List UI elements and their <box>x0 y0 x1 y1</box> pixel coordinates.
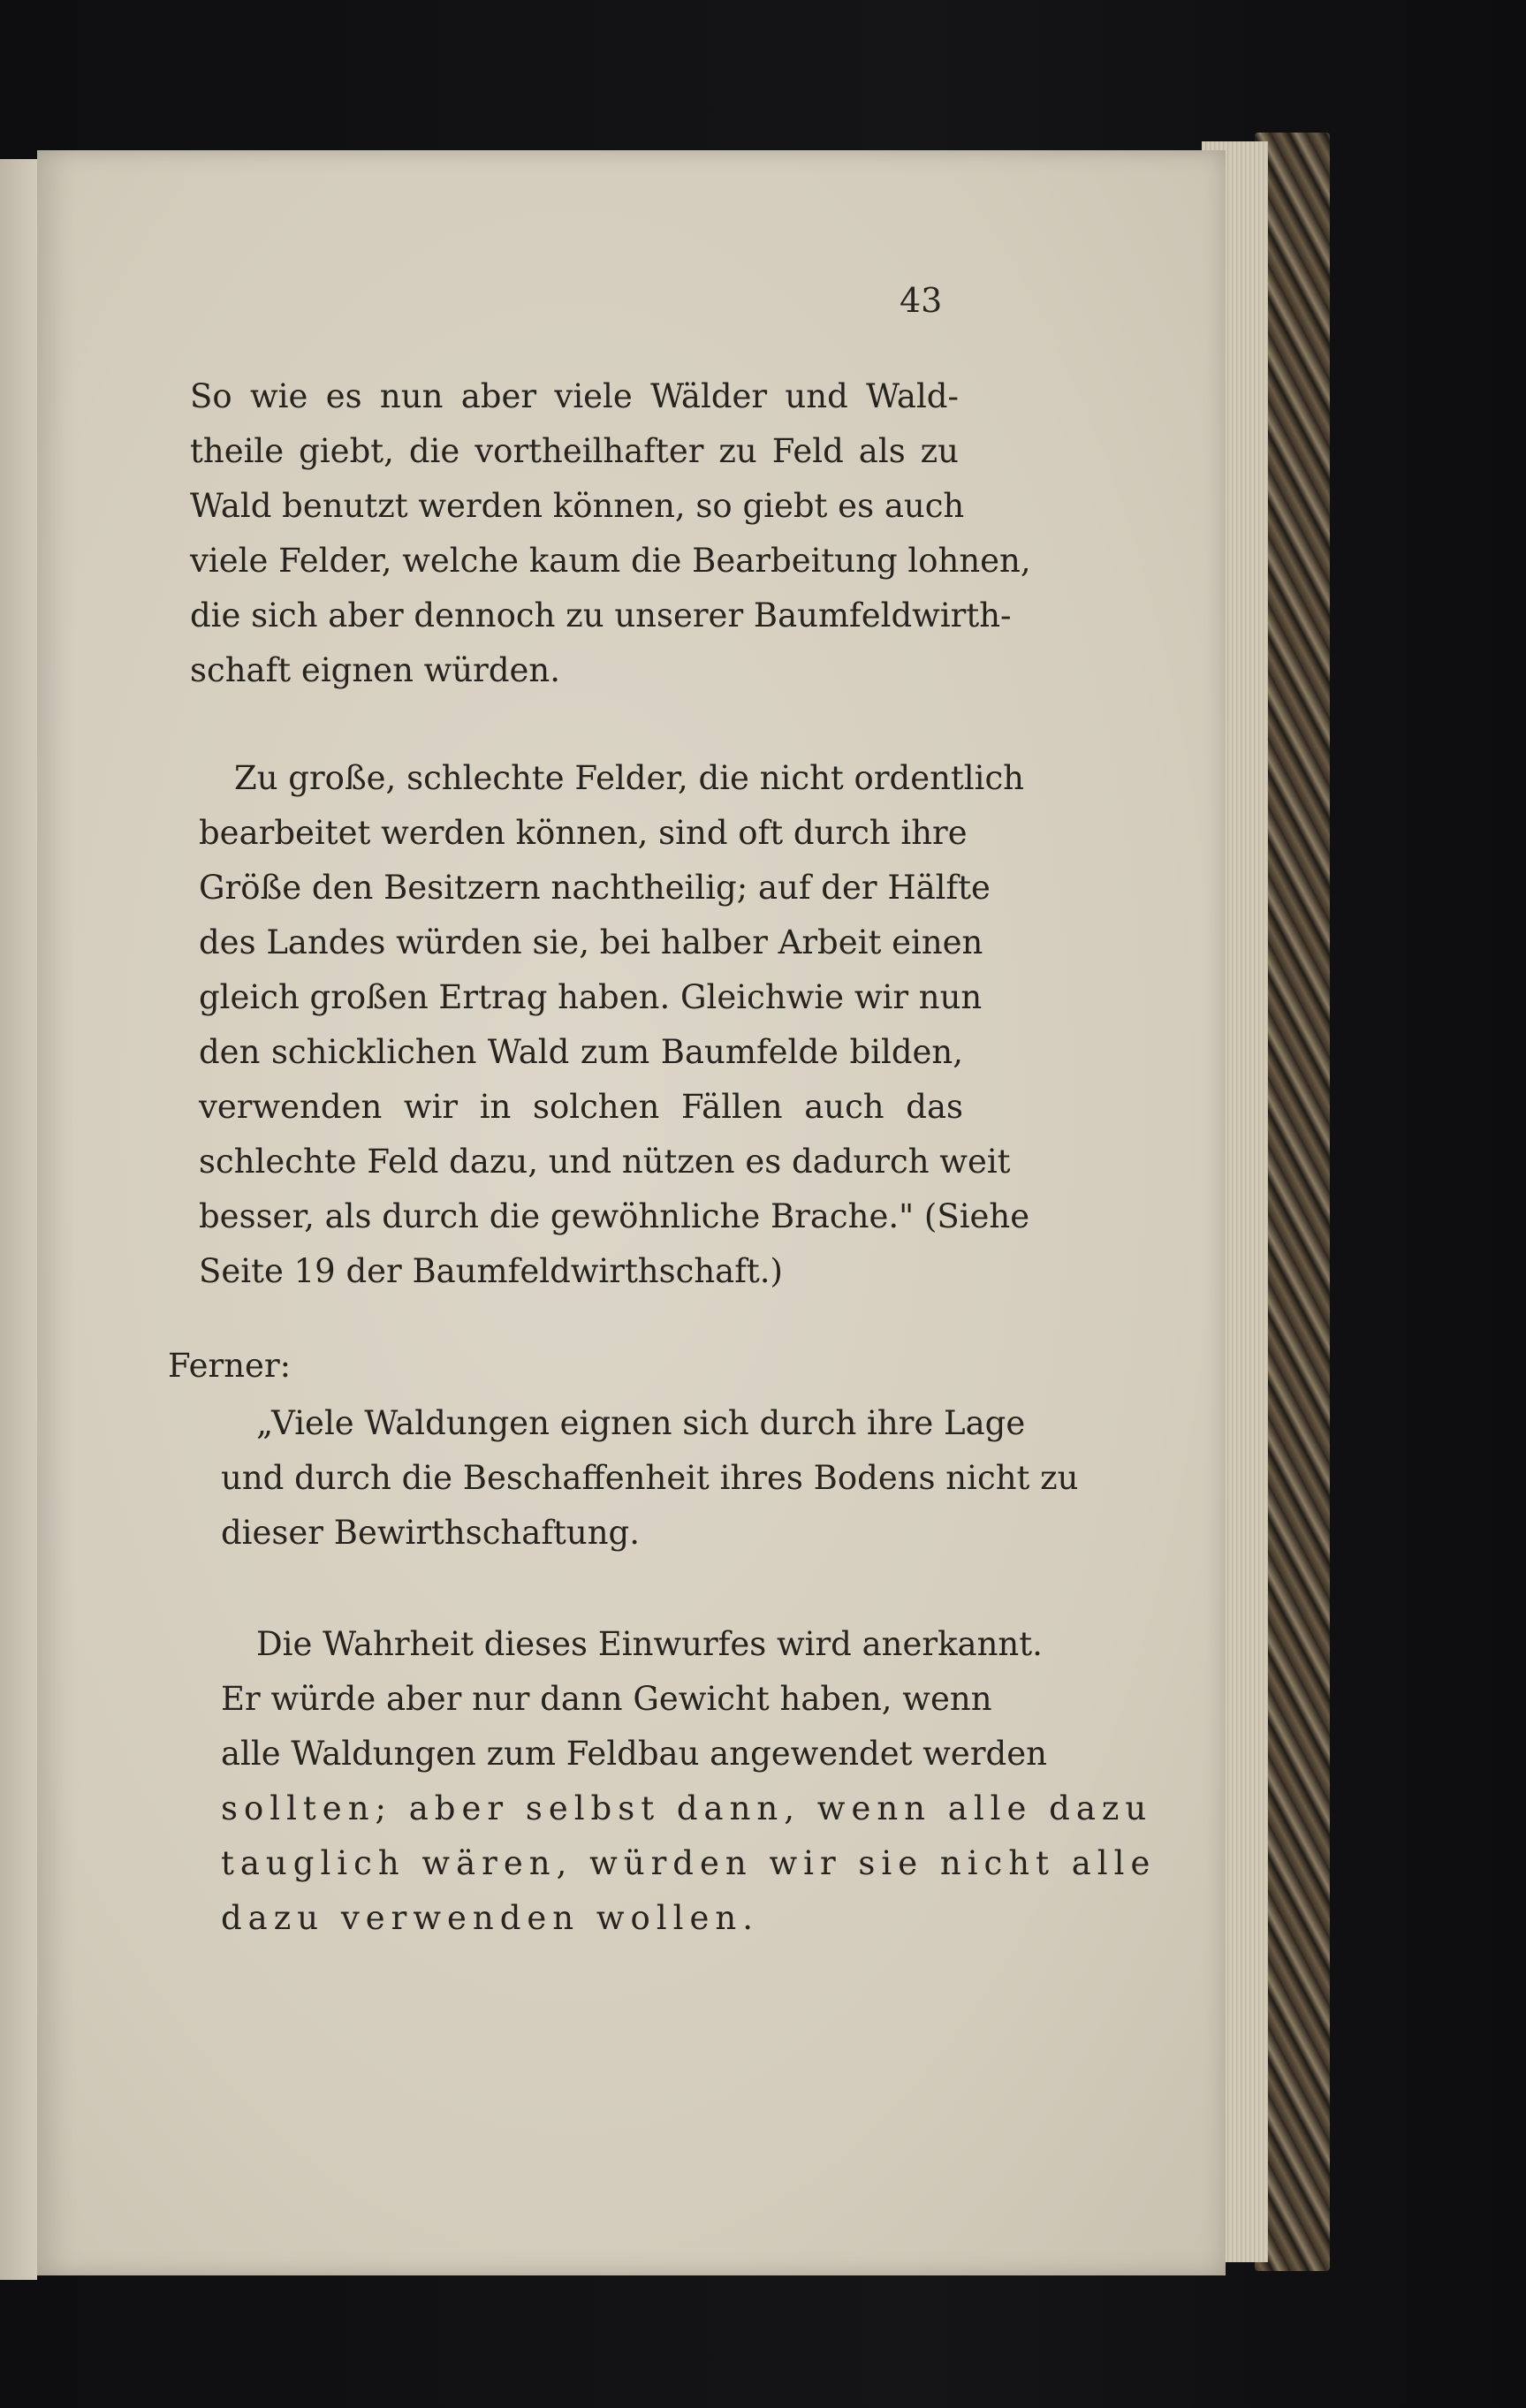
facing-page-edge <box>0 159 37 2280</box>
text-line: schaft eignen würden. <box>190 651 561 689</box>
text-line: tauglich wären, würden wir sie nicht alle <box>221 1844 1157 1882</box>
page-number: 43 <box>900 281 943 320</box>
text-line: Ferner: <box>168 1347 292 1385</box>
text-line: die sich aber dennoch zu unserer Baumfeldwirth- <box>190 596 1012 634</box>
text-line: Zu große, schlechte Felder, die nicht ordentlich <box>234 759 1025 797</box>
text-line: dazu verwenden wollen. <box>221 1899 759 1937</box>
text-line: „Viele Waldungen eignen sich durch ihre Lage <box>256 1404 1026 1442</box>
text-line: Die Wahrheit dieses Einwurfes wird anerkannt. <box>256 1625 1043 1663</box>
paragraph-2 <box>199 751 1030 1299</box>
text-line: des Landes würden sie, bei halber Arbeit einen <box>199 923 983 961</box>
paragraph-4 <box>221 1617 1157 1946</box>
text-line: verwenden wir in solchen Fällen auch das <box>199 1088 963 1126</box>
text-line: theile giebt, die vortheilhafter zu Feld als zu <box>190 432 959 470</box>
text-line: Größe den Besitzern nachtheilig; auf der Hälfte <box>199 869 991 907</box>
paragraph-1 <box>190 369 1031 698</box>
text-line: Er würde aber nur dann Gewicht haben, wenn <box>221 1680 992 1718</box>
ferner-label <box>168 1339 433 1394</box>
text-line: bearbeitet werden können, sind oft durch ihre <box>199 814 968 852</box>
text-line: gleich großen Ertrag haben. Gleichwie wir nun <box>199 978 983 1016</box>
text-line: sollten; aber selbst dann, wenn alle dazu <box>221 1789 1153 1827</box>
text-line: viele Felder, welche kaum die Bearbeitung lohnen, <box>190 542 1031 580</box>
text-line: Seite 19 der Baumfeldwirthschaft.) <box>199 1252 783 1290</box>
text-line: dieser Bewirthschaftung. <box>221 1514 640 1552</box>
text-line: alle Waldungen zum Feldbau angewendet werden <box>221 1735 1047 1773</box>
text-line: und durch die Beschaffenheit ihres Bodens nicht zu <box>221 1459 1079 1497</box>
text-line: den schicklichen Wald zum Baumfelde bilden, <box>199 1033 963 1071</box>
text-line: Wald benutzt werden können, so giebt es auch <box>190 487 965 525</box>
quote-paragraph <box>221 1396 1079 1561</box>
text-line: schlechte Feld dazu, und nützen es dadurch weit <box>199 1143 1011 1181</box>
text-line: So wie es nun aber viele Wälder und Wald- <box>190 377 959 415</box>
text-line: besser, als durch die gewöhnliche Brache." (Siehe <box>199 1197 1030 1235</box>
